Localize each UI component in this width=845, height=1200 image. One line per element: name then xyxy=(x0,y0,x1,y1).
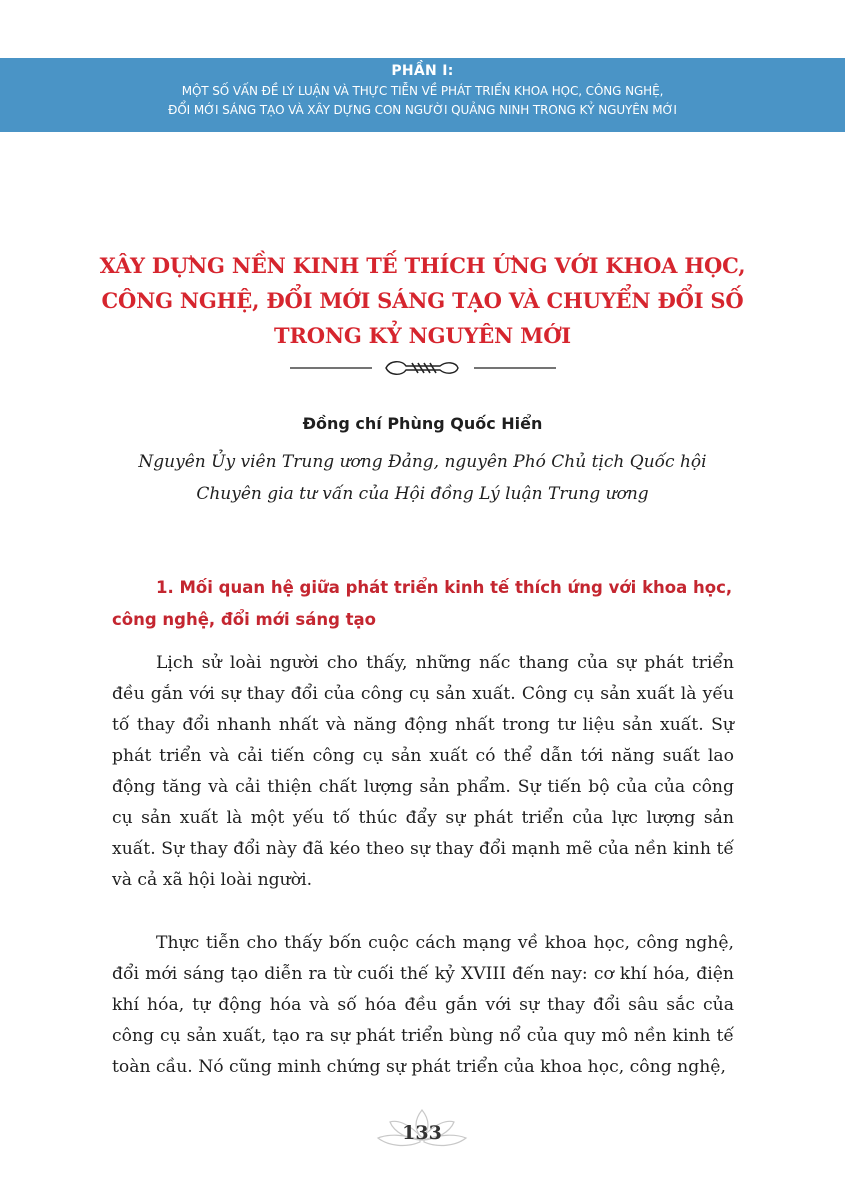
banner-subtitle-line-2: ĐỔI MỚI SÁNG TẠO VÀ XÂY DỰNG CON NGƯỜI QUẢNG NINH TRONG KỶ NGUYÊN MỚI xyxy=(168,103,677,117)
banner-subtitle-line-1: MỘT SỐ VẤN ĐỀ LÝ LUẬN VÀ THỰC TIỄN VỀ PHÁT TRIỂN KHOA HỌC, CÔNG NGHỆ, xyxy=(181,84,664,98)
author-role-line-2: Chuyên gia tư vấn của Hội đồng Lý luận Trung ương xyxy=(196,484,649,504)
banner-part-label: PHẦN I: xyxy=(391,63,454,79)
page-number: 133 xyxy=(402,1122,442,1144)
author-role-line-1: Nguyên Ủy viên Trung ương Đảng, nguyên Phó Chủ tịch Quốc hội xyxy=(138,452,707,472)
article-title-line-2: CÔNG NGHỆ, ĐỔI MỚI SÁNG TẠO VÀ CHUYỂN ĐỔI SỐ xyxy=(101,288,744,313)
article-title-line-3: TRONG KỶ NGUYÊN MỚI xyxy=(274,323,571,348)
author-name: Đồng chí Phùng Quốc Hiển xyxy=(302,414,543,433)
title-divider-ornament-icon xyxy=(290,358,556,378)
section-heading: 1. Mối quan hệ giữa phát triển kinh tế thích ứng với khoa học, công nghệ, đổi mới sáng tạo xyxy=(112,578,733,629)
section-banner xyxy=(0,58,845,132)
body-paragraph-1: Lịch sử loài người cho thấy, những nấc thang của sự phát triển đều gắn với sự thay đổi của công cụ sản xuất. Công cụ sản xuất là yếu tố thay đổi nhanh nhất và năng động nhất trong tư liệu sản xuất. Sự phát triển và cải tiến công cụ sản xuất có thể dẫn tới năng suất lao động tăng và cải thiện chất lượng sản phẩm. Sự tiến bộ của của công cụ sản xuất là một yếu tố thúc đẩy sự phát triển của lực lượng sản xuất. Sự thay đổi này đã kéo theo sự thay đổi mạnh mẽ của nền kinh tế và cả xã hội loài người. xyxy=(112,653,734,890)
body-paragraph-2: Thực tiễn cho thấy bốn cuộc cách mạng về khoa học, công nghệ, đổi mới sáng tạo diễn ra từ cuối thế kỷ XVIII đến nay: cơ khí hóa, điện khí hóa, tự động hóa và số hóa đều gắn với sự thay đổi sâu sắc của công cụ sản xuất, tạo ra sự phát triển bùng nổ của quy mô nền kinh tế toàn cầu. Nó cũng minh chứng sự phát triển của khoa học, công nghệ, xyxy=(112,933,734,1077)
article-title-line-1: XÂY DỰNG NỀN KINH TẾ THÍCH ỨNG VỚI KHOA HỌC, xyxy=(99,253,746,278)
